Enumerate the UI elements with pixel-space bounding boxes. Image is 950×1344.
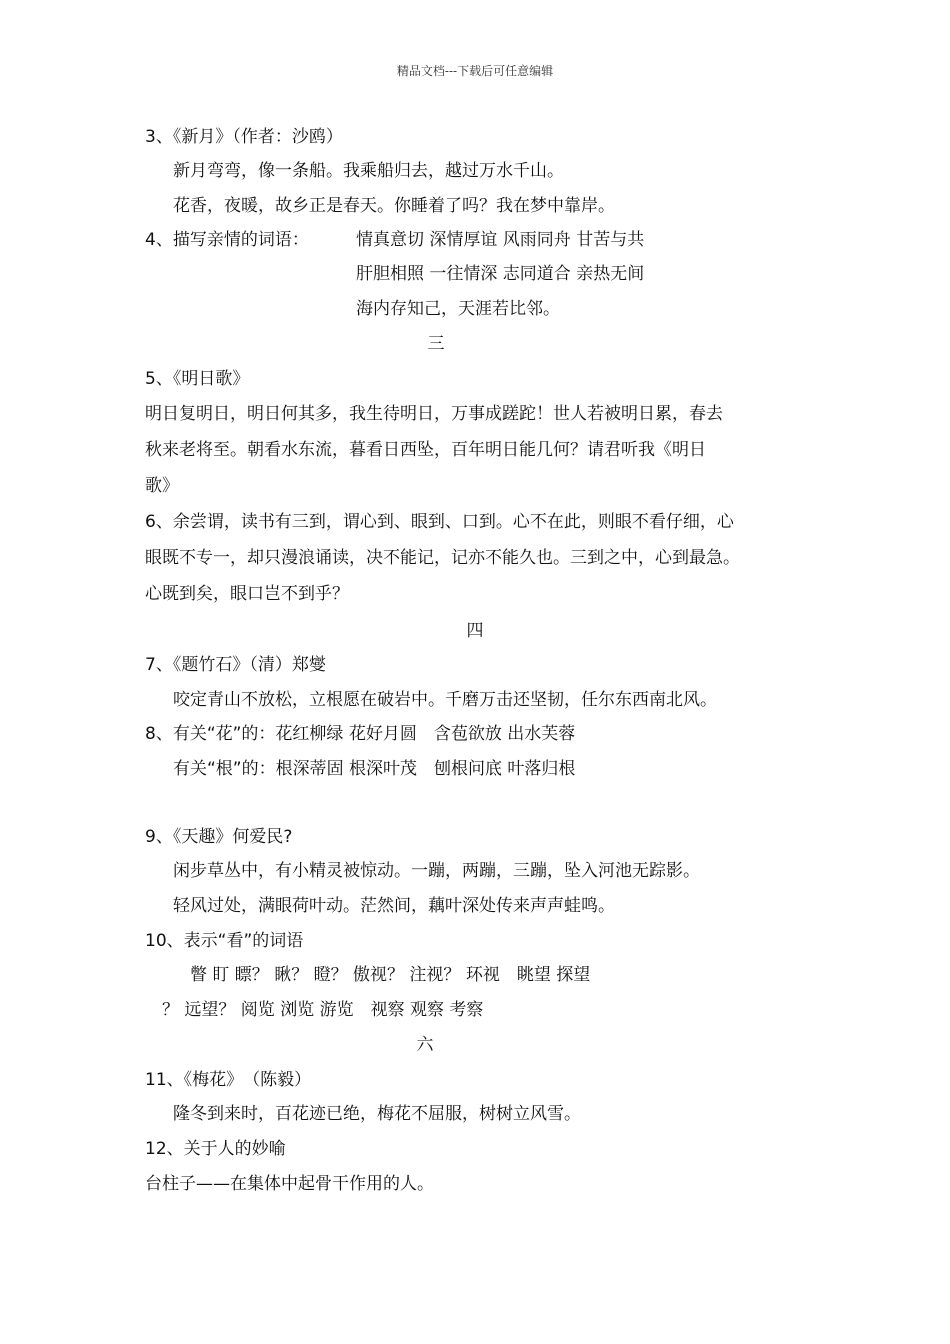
verse-line: 隆冬到来时，百花迹已绝，梅花不屈服，树树立风雪。	[173, 1104, 581, 1124]
verse-line: 闲步草丛中，有小精灵被惊动。一蹦，两蹦，三蹦，坠入河池无踪影。	[173, 861, 700, 881]
page-header: 精品文档---下载后可任意编辑	[396, 64, 554, 78]
section-heading-6: 六	[416, 1035, 434, 1055]
section-heading-3: 三	[427, 334, 445, 354]
text-line: 6、余尝谓，读书有三到，谓心到、眼到、口到。心不在此，则眼不看仔细，心	[145, 512, 734, 532]
idiom-row-gen: 有关“根”的：根深蒂固 根深叶茂 刨根问底 叶落归根	[173, 759, 576, 779]
text-line: 花香，夜暖，故乡正是春天。你睡着了吗？我在梦中靠岸。	[173, 196, 615, 216]
text-line: 新月弯弯，像一条船。我乘船归去，越过万水千山。	[173, 161, 564, 181]
poem-title-tizhushi: 7、《题竹石》（清）郑燮	[145, 655, 326, 675]
text-line: 秋来老将至。朝看水东流，暮看日西坠，百年明日能几何？请君听我《明日	[145, 440, 706, 460]
poem-title-tianqu: 9、《天趣》何爱民?	[145, 827, 293, 847]
verse-line: 咬定青山不放松，立根愿在破岩中。千磨万击还坚韧，任尔东西南北风。	[173, 690, 717, 710]
section-label-qinqing: 4、描写亲情的词语：	[145, 230, 309, 250]
word-row: 瞥 盯 瞟？ 瞅？ 瞪？ 傲视？ 注视？ 环视 眺望 探望	[190, 965, 591, 985]
idiom-row: 情真意切 深情厚谊 风雨同舟 甘苦与共	[356, 230, 645, 250]
text-line: 明日复明日，明日何其多，我生待明日，万事成蹉跎！世人若被明日累，春去	[145, 404, 723, 424]
section-heading-4: 四	[466, 621, 484, 641]
text-line: 台柱子——在集体中起骨干作用的人。	[145, 1174, 434, 1194]
section-label-kan: 10、表示“看”的词语	[145, 931, 304, 951]
text-line: 歌》	[145, 476, 179, 496]
idiom-row-hua: 8、有关“花”的：花红柳绿 花好月圆 含苞欲放 出水芙蓉	[145, 724, 576, 744]
verse-line: 轻风过处，满眼荷叶动。茫然间，藕叶深处传来声声蛙鸣。	[173, 896, 615, 916]
poem-title-mingrige: 5、《明日歌》	[145, 369, 250, 389]
poem-title-meihua: 11、《梅花》 （陈毅）	[145, 1070, 312, 1090]
poem-title-xinyue: 3、《新月》（作者：沙鸥）	[145, 127, 343, 147]
word-row: ？ 远望？ 阅览 浏览 游览 视察 观察 考察	[162, 1000, 484, 1020]
idiom-row: 肝胆相照 一往情深 志同道合 亲热无间	[356, 264, 645, 284]
text-line: 眼既不专一，却只漫浪诵读，决不能记，记亦不能久也。三到之中，心到最急。	[145, 548, 740, 568]
text-line: 心既到矣，眼口岂不到乎？	[145, 584, 349, 604]
verse-line: 海内存知己，天涯若比邻。	[356, 299, 560, 319]
section-label-miaoyu: 12、关于人的妙喻	[145, 1139, 286, 1159]
